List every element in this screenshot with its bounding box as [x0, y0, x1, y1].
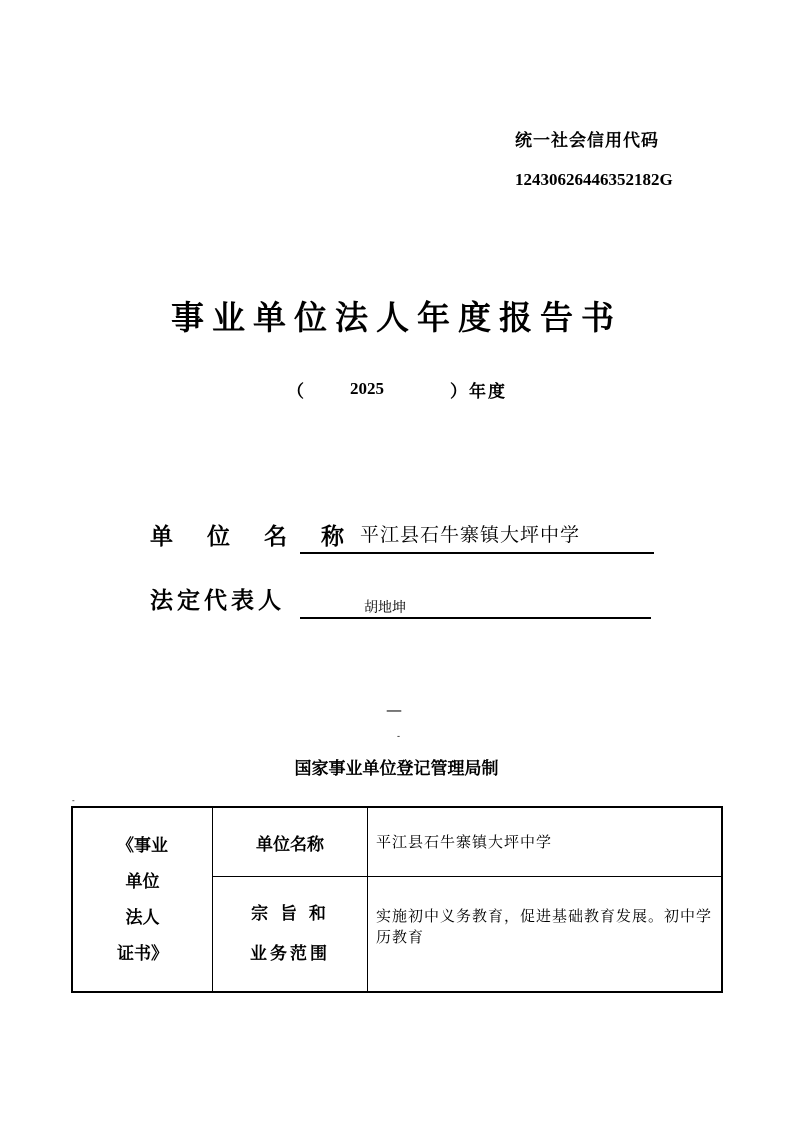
row1-value: 平江县石牛寨镇大坪中学 [368, 807, 723, 877]
unit-name-label: 单 位 名 称 [150, 524, 358, 550]
credit-code-value: 12430626446352182G [515, 170, 673, 189]
certificate-side-label [72, 807, 213, 992]
row2-label-line-2: 业务范围 [250, 944, 330, 964]
small-mark-left: - [72, 796, 75, 805]
unit-name-underline [300, 552, 654, 554]
side-line-2: 单位 [125, 871, 160, 892]
certificate-table [71, 806, 723, 993]
year-close-label: ）年度 [450, 382, 507, 402]
table-row [72, 807, 722, 877]
legal-rep-underline [300, 617, 651, 619]
unit-name-value: 平江县石牛寨镇大坪中学 [360, 524, 581, 546]
credit-code-label: 统一社会信用代码 [515, 131, 659, 151]
row2-label-line-1: 宗 旨 和 [251, 904, 329, 924]
side-line-1: 《事业 [117, 835, 168, 856]
report-year: 2025 [350, 379, 384, 398]
side-line-4: 证书》 [117, 943, 168, 964]
separator-dash: — [386, 700, 402, 719]
small-mark: - [397, 732, 401, 742]
row1-label: 单位名称 [213, 807, 368, 877]
document-title: 事业单位法人年度报告书 [171, 298, 622, 337]
issuer-label: 国家事业单位登记管理局制 [294, 759, 499, 779]
row2-value-text: 实施初中义务教育，促进基础教育发展。初中学历教育 [376, 907, 713, 946]
row2-value [368, 877, 723, 993]
legal-rep-value: 胡地坤 [364, 600, 406, 616]
side-line-3: 法人 [125, 907, 160, 928]
row2-label [213, 877, 368, 993]
year-open-paren: （ [287, 382, 304, 402]
legal-rep-label: 法定代表人 [150, 588, 285, 614]
